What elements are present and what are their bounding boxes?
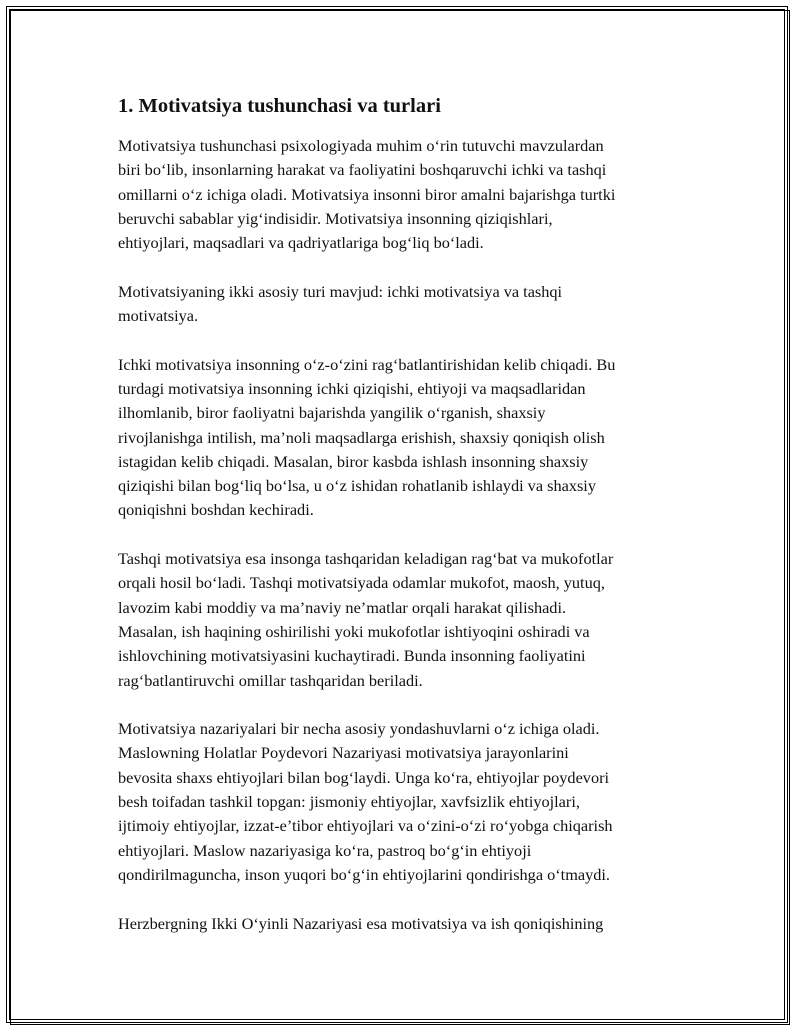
paragraph-extrinsic <box>118 547 678 693</box>
text-line: Masalan, ish haqining oshirilishi yoki mukofotlar ishtiyoqini oshiradi va <box>118 621 590 641</box>
text-line: Tashqi motivatsiya esa insonga tashqaridan keladigan rag‘bat va mukofotlar <box>118 549 614 569</box>
text-line: qiziqishi bilan bog‘liq bo‘lsa, u o‘z ishidan rohatlanib ishlaydi va shaxsiy <box>118 476 596 496</box>
text-line: omillarni o‘z ichiga oladi. Motivatsiya insonni biror amalni bajarishga turtki <box>118 184 616 204</box>
text-line: Motivatsiya nazariyalari bir necha asosiy yondashuvlarni o‘z ichiga oladi. <box>118 719 600 739</box>
text-line: rivojlanishga intilish, ma’noli maqsadlarga erishish, shaxsiy qoniqish olish <box>118 427 605 447</box>
text-line: Motivatsiya tushunchasi psixologiyada muhim o‘rin tutuvchi mavzulardan <box>118 136 604 155</box>
text-line: Herzbergning Ikki O‘yinli Nazariyasi esa motivatsiya va ish qoniqishining <box>118 913 604 933</box>
text-line: Ichki motivatsiya insonning o‘z-o‘zini rag‘batlantirishidan kelib chiqadi. Bu <box>118 354 616 374</box>
text-line: qondirilmaguncha, inson yuqori bo‘g‘in ehtiyojlarini qondirishga o‘tmaydi. <box>118 864 610 884</box>
text-line: beruvchi sabablar yig‘indisidir. Motivatsiya insonning qiziqishlari, <box>118 208 553 228</box>
text-line: ishlovchining motivatsiyasini kuchaytiradi. Bunda insonning faoliyatini <box>118 646 586 666</box>
paragraph-types <box>118 280 678 329</box>
paragraph-intrinsic <box>118 353 678 523</box>
text-line: ijtimoiy ehtiyojlar, izzat-e’tibor ehtiyojlari va o‘zini-o‘zi ro‘yobga chiqarish <box>118 816 613 836</box>
paragraph-definition <box>118 134 678 255</box>
text-line: besh toifadan tashkil topgan: jismoniy ehtiyojlar, xavfsizlik ehtiyojlari, <box>118 792 580 812</box>
text-line: motivatsiya. <box>118 306 199 326</box>
document-body <box>118 92 678 960</box>
text-line: orqali hosil bo‘ladi. Tashqi motivatsiyada odamlar mukofot, maosh, yutuq, <box>118 573 605 593</box>
text-line: istagidan kelib chiqadi. Masalan, biror kasbda ishlash insonning shaxsiy <box>118 451 589 471</box>
text-line: bevosita shaxs ehtiyojlari bilan bog‘laydi. Unga ko‘ra, ehtiyojlar poydevori <box>118 767 610 787</box>
paragraph-theories <box>118 717 678 887</box>
text-line: Maslowning Holatlar Poydevori Nazariyasi motivatsiya jarayonlarini <box>118 743 569 763</box>
text-line: lavozim kabi moddiy va ma’naviy ne’matlar orqali harakat qilishadi. <box>118 597 567 617</box>
paragraph-herzberg <box>118 912 678 936</box>
section-heading: 1. Motivatsiya tushunchasi va turlari <box>118 95 441 117</box>
text-line: rag‘batlantiruvchi omillar tashqaridan beriladi. <box>118 670 423 690</box>
text-line: qoniqishni boshdan kechiradi. <box>118 500 314 520</box>
text-line: turdagi motivatsiya insonning ichki qiziqishi, ehtiyoji va maqsadlaridan <box>118 378 586 398</box>
text-line: ehtiyojlari. Maslow nazariyasiga ko‘ra, pastroq bo‘g‘in ehtiyoji <box>118 840 532 860</box>
text-line: ilhomlanib, biror faoliyatni bajarishda yangilik o‘rganish, shaxsiy <box>118 403 546 423</box>
text-line: Motivatsiyaning ikki asosiy turi mavjud: ichki motivatsiya va tashqi <box>118 281 563 301</box>
text-line: ehtiyojlari, maqsadlari va qadriyatlariga bog‘liq bo‘ladi. <box>118 233 484 253</box>
text-line: biri bo‘lib, insonlarning harakat va faoliyatini boshqaruvchi ichki va tashqi <box>118 160 607 180</box>
